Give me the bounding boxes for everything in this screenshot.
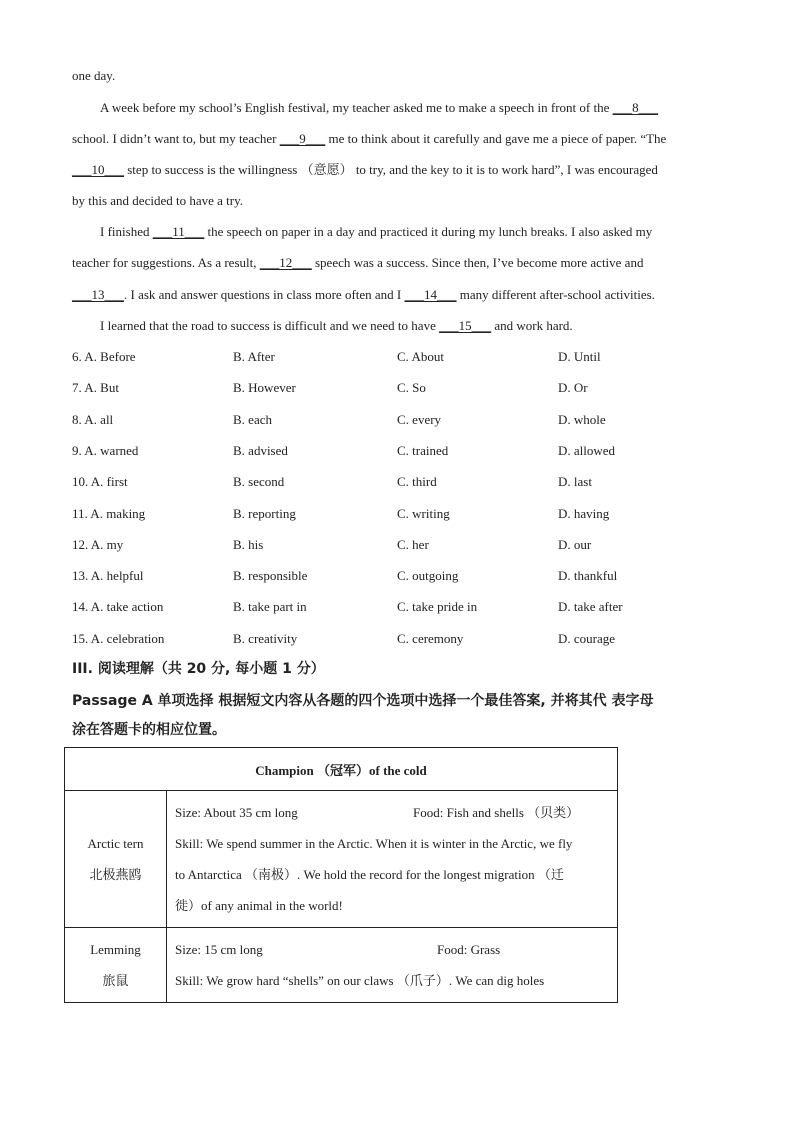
question-option-c: C. About — [397, 349, 444, 364]
question-option-a: 13. A. helpful — [72, 568, 144, 584]
question-option-c: C. every — [397, 411, 442, 427]
question-option-c: C. third — [397, 474, 437, 490]
passage-line — [72, 131, 666, 147]
question-option-c: C. writing — [397, 505, 450, 521]
question-option-a: 6. A. Before — [72, 349, 136, 364]
animal-skill: 徙）of any animal in the world! — [175, 898, 343, 913]
question-option-c: C. her — [397, 536, 429, 552]
blank-11: ___11___ — [152, 224, 205, 239]
question-option-a: 12. A. my — [72, 536, 124, 552]
question-option-c: C. So — [397, 380, 426, 396]
section-title: III. 阅读理解（共 20 分, 每小题 1 分） — [72, 661, 325, 677]
passage-line — [100, 224, 652, 240]
question-option-a: 11. A. making — [72, 505, 146, 521]
blank-12: ___12___ — [259, 255, 312, 270]
question-option-b: B. advised — [233, 442, 288, 458]
question-option-d: D. Until — [558, 349, 601, 364]
passage-line — [100, 100, 658, 116]
section-instruction: 涂在答题卡的相应位置。 — [72, 722, 226, 738]
animal-name-zh: 旅鼠 — [102, 973, 129, 988]
question-option-d: D. thankful — [558, 568, 618, 584]
passage-line — [100, 318, 573, 334]
passage-text: many different after-school activities. — [459, 287, 655, 302]
passage-text: . I ask and answer questions in class more often and I — [124, 287, 402, 302]
blank-9: ___9___ — [279, 131, 326, 146]
passage-line: by this and decided to have a try. — [72, 193, 243, 208]
passage-line — [72, 255, 643, 271]
passage-line — [72, 287, 655, 303]
animal-size: Size: 15 cm long — [175, 942, 263, 957]
question-option-b: B. However — [233, 380, 296, 396]
question-option-b: B. second — [233, 474, 285, 490]
question-option-b: B. After — [233, 349, 275, 364]
passage-text: speech was a success. Since then, I’ve become more active and — [314, 255, 644, 270]
section-instruction: Passage A 单项选择 根据短文内容从各题的四个选项中选择一个最佳答案, 并将其代 表字母 — [72, 693, 654, 709]
question-option-b: B. take part in — [233, 599, 307, 615]
champion-table — [64, 747, 618, 1003]
passage-line — [72, 162, 658, 178]
animal-skill: Skill: We spend summer in the Arctic. When it is winter in the Arctic, we fly — [175, 836, 573, 851]
passage-text: A week before my school’s English festival, my teacher asked me to make a speech in front of the — [100, 100, 610, 115]
passage-text: and work hard. — [494, 318, 573, 333]
question-option-b: B. his — [233, 536, 264, 552]
blank-8: ___8___ — [612, 100, 659, 115]
question-option-d: D. last — [558, 474, 592, 490]
animal-skill: to Antarctica （南极）. We hold the record for the longest migration （迁 — [175, 867, 564, 882]
question-option-d: D. whole — [558, 411, 606, 427]
question-option-a: 10. A. first — [72, 474, 128, 490]
question-option-d: D. take after — [558, 599, 623, 615]
question-option-b: B. creativity — [233, 630, 298, 646]
animal-name-en: Lemming — [90, 942, 141, 957]
question-option-d: D. having — [558, 505, 610, 521]
question-option-a: 9. A. warned — [72, 442, 139, 458]
question-option-a: 14. A. take action — [72, 599, 164, 615]
passage-text: teacher for suggestions. As a result, — [72, 255, 257, 270]
question-option-a: 8. A. all — [72, 411, 114, 427]
animal-skill: Skill: We grow hard “shells” on our claws （爪子）. We can dig holes — [175, 973, 545, 988]
question-option-d: D. Or — [558, 380, 588, 396]
passage-text: I learned that the road to success is difficult and we need to have — [100, 318, 436, 333]
animal-name-cell — [65, 928, 167, 1003]
table-header: Champion （冠军）of the cold — [65, 748, 618, 791]
animal-info-cell — [167, 791, 618, 928]
question-option-b: B. each — [233, 411, 272, 427]
question-option-c: C. ceremony — [397, 630, 464, 646]
animal-name-en: Arctic tern — [87, 836, 144, 851]
passage-text: me to think about it carefully and gave me a piece of paper. “The — [328, 131, 667, 146]
animal-food: Food: Grass — [437, 942, 501, 957]
question-option-c: C. outgoing — [397, 568, 459, 584]
animal-name-cell — [65, 791, 167, 928]
passage-text: step to success is the willingness （意愿） to try, and the key to it is to work hard”, I was encouraged — [127, 162, 658, 177]
question-option-b: B. responsible — [233, 568, 308, 584]
animal-name-zh: 北极燕鸥 — [89, 867, 142, 882]
question-option-d: D. allowed — [558, 442, 616, 458]
question-option-a: 7. A. But — [72, 380, 119, 396]
passage-text: the speech on paper in a day and practiced it during my lunch breaks. I also asked my — [207, 224, 653, 239]
question-option-b: B. reporting — [233, 505, 296, 521]
question-option-d: D. courage — [558, 630, 616, 646]
animal-size: Size: About 35 cm long — [175, 805, 298, 820]
blank-15: ___15___ — [439, 318, 492, 333]
passage-line: one day. — [72, 68, 116, 83]
question-option-c: C. take pride in — [397, 599, 478, 615]
question-option-d: D. our — [558, 536, 592, 552]
passage-text: school. I didn’t want to, but my teacher — [72, 131, 277, 146]
question-option-c: C. trained — [397, 442, 449, 458]
animal-info-cell — [167, 928, 618, 1003]
animal-food: Food: Fish and shells （贝类） — [413, 805, 580, 820]
blank-13: ___13___ — [72, 287, 124, 302]
question-option-a: 15. A. celebration — [72, 630, 165, 646]
blank-14: ___14___ — [404, 287, 457, 302]
passage-text: I finished — [100, 224, 150, 239]
blank-10: ___10___ — [72, 162, 124, 177]
